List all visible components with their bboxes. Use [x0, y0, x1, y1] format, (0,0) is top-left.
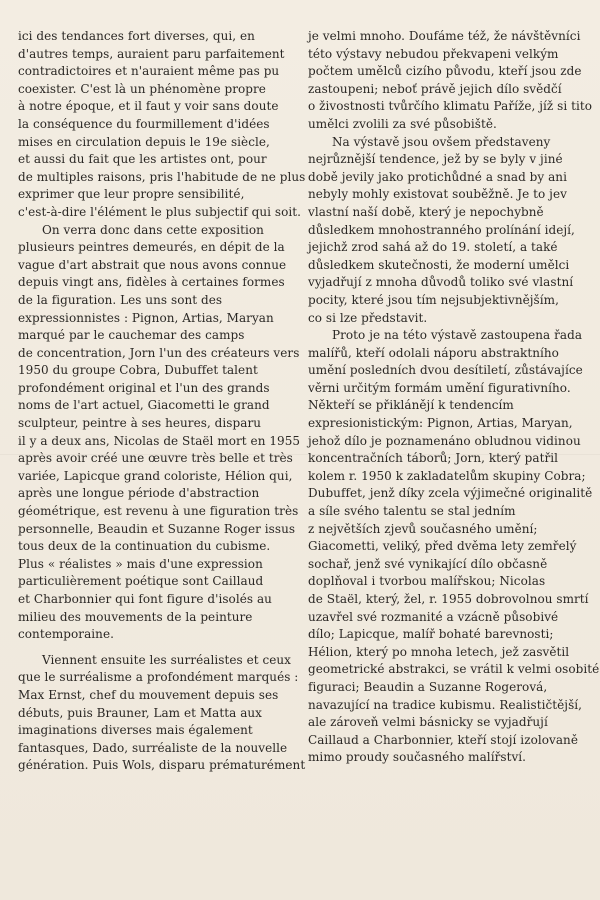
- french-text-column: [18, 28, 312, 775]
- text-line: dílo; Lapicque, malíř bohaté barevnosti;: [308, 627, 554, 642]
- text-line: débuts, puis Brauner, Lam et Matta aux: [18, 705, 262, 720]
- text-line: Plus « réalistes » mais d'une expression: [18, 556, 263, 571]
- text-line: plusieurs peintres demeurés, en dépit de la: [18, 240, 285, 255]
- text-line: mises en circulation depuis le 19e siècle,: [18, 134, 270, 149]
- text-line: Max Ernst, chef du mouvement depuis ses: [18, 687, 279, 702]
- text-line: que le surréalisme a profondément marqués :: [18, 670, 299, 685]
- text-line: figuraci; Beaudin a Suzanne Rogerová,: [308, 679, 548, 694]
- text-line: co si lze představit.: [308, 310, 428, 325]
- text-line: o živostnosti tvůrčího klimatu Paříže, jíž si tito: [308, 99, 593, 114]
- text-line: de la figuration. Les uns sont des: [18, 292, 223, 307]
- text-line: Giacometti, veliký, před dvěma lety zemřelý: [308, 539, 577, 554]
- paragraph: [18, 222, 312, 644]
- text-line: umělci zvolili za své působiště.: [308, 116, 497, 131]
- text-line: Hélion, který po mnoha letech, jež zasvětil: [308, 644, 570, 659]
- text-line: exprimer que leur propre sensibilité,: [18, 187, 245, 202]
- text-line: sochař, jenž své vynikající dílo občasně: [308, 556, 548, 571]
- text-line: personnelle, Beaudin et Suzanne Roger issus: [18, 521, 296, 536]
- text-line: imaginations diverses mais également: [18, 723, 253, 738]
- text-line: Dubuffet, jenž díky zcela výjimečné originalitě: [308, 486, 593, 501]
- text-line: geometrické abstrakci, se vrátil k velmi osobité: [308, 662, 600, 677]
- text-line: důsledkem mnohostranného prolínání idejí,: [308, 222, 575, 237]
- text-line: navazující na tradice kubismu. Realističtější,: [308, 697, 583, 712]
- text-line: vlastní naší době, který je nepochybně: [308, 204, 544, 219]
- text-line: c'est-à-dire l'élément le plus subjectif qui soit.: [18, 204, 301, 219]
- text-line: noms de l'art actuel, Giacometti le grand: [18, 398, 270, 413]
- text-line: génération. Puis Wols, disparu prématurément: [18, 758, 306, 773]
- text-line: Caillaud a Charbonnier, kteří stojí izolovaně: [308, 732, 578, 747]
- text-line: pocity, které jsou tím nejsubjektivnějším,: [308, 292, 559, 307]
- text-line: je velmi mnoho. Doufáme též, že návštěvníci: [308, 29, 581, 43]
- text-line: tous deux de la continuation du cubisme.: [18, 539, 271, 554]
- paragraph: [18, 28, 312, 222]
- text-line: kolem r. 1950 k zakladatelům skupiny Cobra;: [308, 468, 586, 483]
- text-line: věrni určitým formám umění figurativního.: [308, 380, 571, 395]
- text-line: expresionistickým: Pignon, Artias, Maryan,: [308, 416, 573, 431]
- text-line: il y a deux ans, Nicolas de Staël mort en 1955: [18, 433, 301, 448]
- text-line: depuis vingt ans, fidèles à certaines formes: [18, 275, 285, 290]
- paragraph: [308, 327, 600, 767]
- text-line: uzavřel své rozmanité a vzácně působivé: [308, 609, 559, 624]
- text-line: [308, 134, 592, 152]
- text-line: jejichž zrod sahá až do 19. století, a také: [308, 240, 558, 255]
- text-line: et Charbonnier qui font figure d'isolés au: [18, 592, 272, 606]
- text-line: [18, 652, 312, 670]
- text-line: marqué par le cauchemar des camps: [18, 328, 245, 343]
- text-line: fantasques, Dado, surréaliste de la nouvelle: [18, 740, 288, 755]
- text-line: a síle svého talentu se stal jedním: [308, 504, 516, 519]
- text-line: vyjadřují z mnoha důvodů toliko své vlastní: [308, 275, 574, 290]
- text-line: vague d'art abstrait que nous avons connue: [18, 257, 287, 272]
- text-line: et aussi du fait que les artistes ont, pour: [18, 152, 267, 167]
- text-line: ale zároveň velmi básnicky se vyjadřují: [308, 715, 548, 730]
- text-line: koncentračních táborů; Jorn, který patřil: [308, 451, 559, 466]
- text-line: malířů, kteří odolali náporu abstraktního: [308, 345, 559, 360]
- text-line: après avoir créé une œuvre très belle et très: [18, 451, 293, 466]
- text-line: géométrique, est revenu à une figuration très: [18, 504, 299, 519]
- text-line: particulièrement poétique sont Caillaud: [18, 574, 264, 589]
- text-content: Viennent ensuite les surréalistes et ceux: [42, 652, 291, 667]
- text-line: jehož dílo je poznamenáno obludnou vidinou: [308, 433, 581, 448]
- text-line: la conséquence du fourmillement d'idées: [18, 116, 270, 131]
- text-line: profondément original et l'un des grands: [18, 380, 270, 395]
- text-line: variée, Lapicque grand coloriste, Hélion qui,: [18, 468, 293, 483]
- text-content: Proto je na této výstavě zastoupena řada: [332, 328, 583, 343]
- text-line: 1950 du groupe Cobra, Dubuffet talent: [18, 363, 258, 378]
- text-content: Na výstavě jsou ovšem představeny: [332, 134, 551, 149]
- text-line: [308, 327, 592, 345]
- text-line: de concentration, Jorn l'un des créateurs vers: [18, 345, 300, 360]
- paragraph: [308, 28, 592, 134]
- text-line: z největších zjevů současného umění;: [308, 521, 538, 536]
- paragraph: [308, 134, 592, 328]
- text-line: de multiples raisons, pris l'habitude de ne plus: [18, 169, 306, 184]
- text-content: On verra donc dans cette exposition: [42, 222, 264, 237]
- text-line: umění posledních dvou desítiletí, zůstávajíce: [308, 363, 583, 378]
- text-line: à notre époque, et il faut y voir sans doute: [18, 99, 279, 114]
- text-line: contemporaine.: [18, 627, 114, 642]
- text-line: nebyly mohly existovat souběžně. Je to jev: [308, 187, 567, 202]
- text-line: této výstavy nebudou překvapeni velkým: [308, 46, 559, 61]
- czech-text-column: [308, 28, 600, 767]
- text-line: expressionnistes : Pignon, Artias, Maryan: [18, 310, 274, 325]
- text-line: de Staël, který, žel, r. 1955 dobrovolnou smrtí: [308, 592, 589, 606]
- text-line: mimo proudy současného malířství.: [308, 750, 527, 765]
- text-line: milieu des mouvements de la peinture: [18, 609, 253, 624]
- text-line: sculpteur, peintre à ses heures, disparu: [18, 416, 262, 431]
- text-line: après une longue période d'abstraction: [18, 486, 260, 501]
- text-line: nejrůznější tendence, jež by se byly v jiné: [308, 152, 563, 167]
- text-line: důsledkem skutečnosti, že moderní umělci: [308, 257, 570, 272]
- text-line: počtem umělců cizího původu, kteří jsou zde: [308, 64, 582, 79]
- text-line: ici des tendances fort diverses, qui, en: [18, 29, 255, 43]
- text-line: zastoupeni; neboť právě jejich dílo svědčí: [308, 81, 562, 96]
- paragraph: [18, 652, 312, 775]
- text-line: době jevily jako protichůdné a snad by ani: [308, 169, 567, 184]
- text-line: [18, 222, 312, 240]
- text-line: d'autres temps, auraient paru parfaitement: [18, 46, 285, 61]
- text-line: Někteří se přiklánějí k tendencím: [308, 398, 514, 413]
- text-line: contradictoires et n'auraient même pas pu: [18, 64, 280, 79]
- text-line: doplňoval i tvorbou malířskou; Nicolas: [308, 574, 546, 589]
- text-line: coexister. C'est là un phénomène propre: [18, 81, 266, 96]
